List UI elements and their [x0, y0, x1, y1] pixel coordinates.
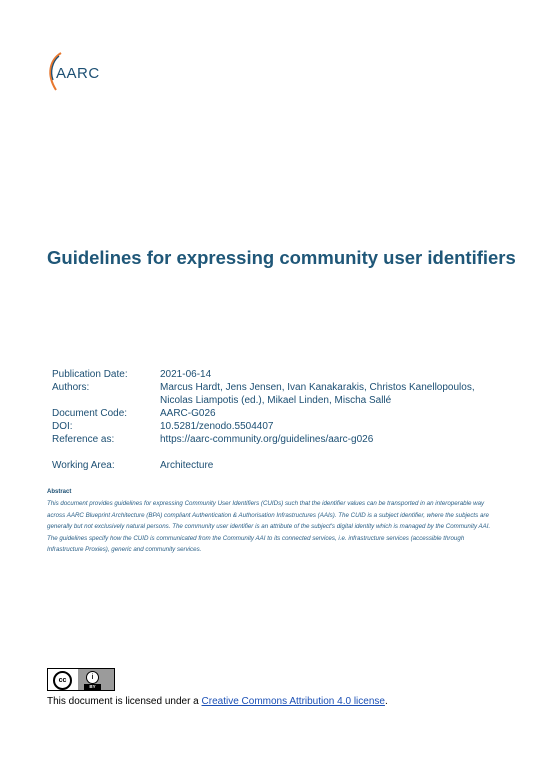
aarc-logo: [46, 52, 116, 92]
meta-label: Authors:: [52, 382, 90, 393]
meta-row-publication-date: [52, 368, 490, 381]
meta-value: Marcus Hardt, Jens Jensen, Ivan Kanakarakis, Christos Kanellopoulos, Nicolas Liampotis (ed.), Mikael Linden, Mischa Sallé: [160, 382, 475, 406]
meta-spacer: [52, 446, 490, 459]
license-prefix: This document is licensed under a: [47, 696, 202, 707]
metadata-table: [52, 368, 490, 472]
meta-row-authors: [52, 381, 490, 407]
meta-row-document-code: [52, 407, 490, 420]
license-link[interactable]: Creative Commons Attribution 4.0 license: [201, 696, 385, 707]
meta-row-reference: [52, 433, 490, 446]
cc-by-badge[interactable]: [47, 668, 115, 691]
license-suffix: .: [384, 696, 388, 707]
meta-label: Reference as:: [52, 434, 115, 445]
meta-value: Architecture: [160, 460, 214, 471]
meta-value: 2021-06-14: [160, 369, 212, 380]
by-label: BY: [84, 684, 101, 690]
abstract-body: This document provides guidelines for expressing Community User Identifiers (CUIDs) such that the identifier values can be transported in an interoperable way across AARC Blueprint Architecture (BPA) compliant Authentication & Authorisation Infrastructures (AAIs). The CUID is a subject identifier, where the subjects are generally but not exclusively natural persons. The community user identifier is an attribute of the subject's digital identity which is managed by the Community AAI. The guidelines specify how the CUID is communicated from the Community AAI to its connected services, i.e. infrastructure services (accessible through Infrastructure Proxies), generic and community services.: [47, 500, 491, 554]
meta-row-working-area: [52, 459, 490, 472]
document-title: Guidelines for expressing community user identifiers: [47, 247, 516, 268]
meta-label: Document Code:: [52, 408, 128, 419]
license-statement: [47, 696, 388, 707]
abstract-heading: Abstract: [47, 489, 72, 495]
meta-value: AARC-G026: [160, 408, 216, 419]
meta-value: https://aarc-community.org/guidelines/aarc-g026: [160, 434, 374, 445]
meta-value: 10.5281/zenodo.5504407: [160, 421, 274, 432]
meta-label: Publication Date:: [52, 369, 128, 380]
meta-label: Working Area:: [52, 460, 115, 471]
logo-text: AARC: [56, 65, 100, 82]
cc-icon: cc: [53, 671, 72, 690]
abstract-section: [47, 489, 499, 556]
attribution-person-icon: i: [86, 671, 99, 684]
meta-label: DOI:: [52, 421, 73, 432]
meta-row-doi: [52, 420, 490, 433]
